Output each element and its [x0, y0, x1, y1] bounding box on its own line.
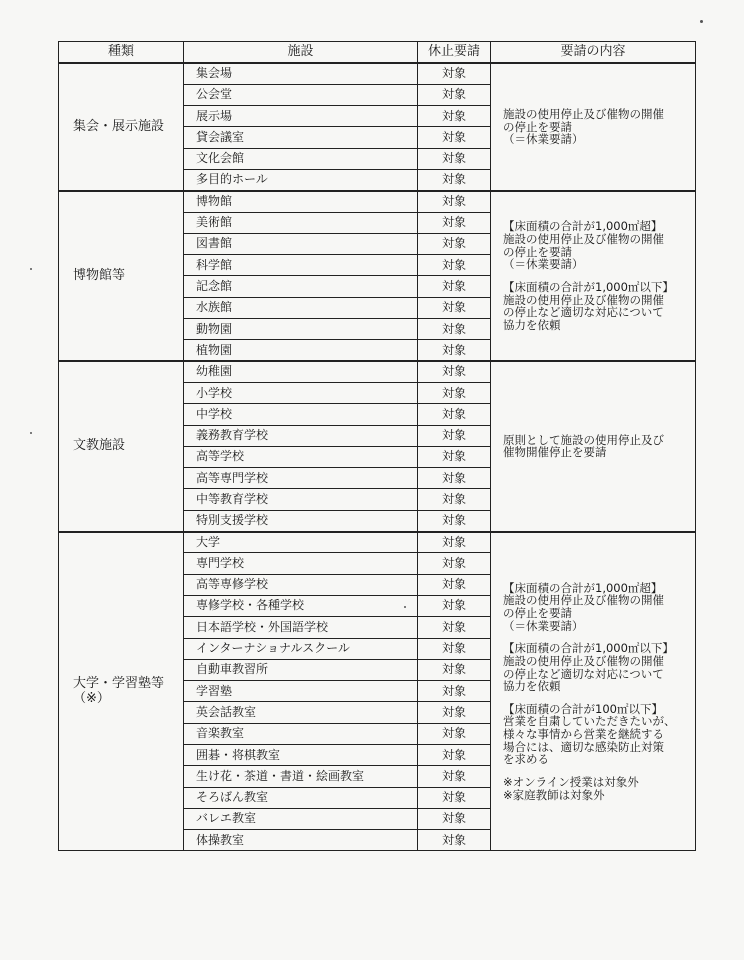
facility-name: 動物園 [184, 319, 418, 340]
target-label: 対象 [418, 638, 491, 659]
target-label: 対象 [418, 808, 491, 829]
category-group [59, 532, 696, 851]
target-label: 対象 [418, 148, 491, 169]
target-label: 対象 [418, 169, 491, 190]
target-label: 対象 [418, 297, 491, 318]
request-text-line: ※家庭教師は対象外 [503, 787, 605, 802]
request-text-line: 協力を依頼 [503, 317, 561, 332]
header-facility: 施設 [184, 42, 418, 64]
facility-name: 自動車教習所 [184, 659, 418, 680]
request-text-line: 施設の使用停止及び催物の開催 [503, 292, 664, 307]
category-label: 博物館等 [73, 267, 126, 283]
target-label: 対象 [418, 446, 491, 467]
request-content-cell [491, 191, 696, 361]
request-text-line: 原則として施設の使用停止及び [503, 432, 664, 447]
target-label: 対象 [418, 830, 491, 851]
header-category: 種類 [59, 42, 184, 64]
category-label: 大学・学習塾等 [73, 676, 165, 692]
facility-name: 高等専門学校 [184, 468, 418, 489]
request-content-cell [491, 361, 696, 531]
request-paragraph [503, 108, 687, 146]
target-label: 対象 [418, 191, 491, 212]
header-row [59, 42, 696, 64]
facility-name: 貸会議室 [184, 127, 418, 148]
request-text-line: 【床面積の合計が1,000㎡以下】 [503, 641, 674, 656]
request-text-line: 様々な事情から営業を継続する [503, 727, 664, 742]
table-row [59, 532, 696, 553]
target-label: 対象 [418, 766, 491, 787]
facility-name: 日本語学校・外国語学校 [184, 617, 418, 638]
request-text-line: 【床面積の合計が100㎡以下】 [503, 701, 663, 716]
request-text-line: 【床面積の合計が1,000㎡以下】 [503, 279, 674, 294]
target-label: 対象 [418, 553, 491, 574]
facility-name: 義務教育学校 [184, 425, 418, 446]
request-text-line: 施設の使用停止及び催物の開催 [503, 232, 664, 247]
request-paragraph [503, 642, 687, 693]
target-label: 対象 [418, 532, 491, 553]
request-paragraph [503, 776, 687, 801]
request-text-line: 施設の使用停止及び催物の開催 [503, 106, 664, 121]
facility-name: 幼稚園 [184, 361, 418, 382]
request-text-line: の停止を要請 [503, 119, 572, 134]
category-label: 文教施設 [73, 438, 126, 454]
facility-name: 科学館 [184, 255, 418, 276]
facility-name: 高等専修学校 [184, 574, 418, 595]
facility-name: 専修学校・各種学校 [184, 595, 418, 616]
request-text-line: の停止を要請 [503, 244, 572, 259]
request-paragraph [503, 220, 687, 271]
target-label: 対象 [418, 617, 491, 638]
category-label: 集会・展示施設 [73, 118, 165, 134]
category-cell [59, 532, 184, 851]
request-text-line: の停止を要請 [503, 605, 572, 620]
target-label: 対象 [418, 361, 491, 382]
target-label: 対象 [418, 787, 491, 808]
target-label: 対象 [418, 319, 491, 340]
category-group [59, 191, 696, 361]
request-text-line: を求める [503, 752, 549, 767]
target-label: 対象 [418, 212, 491, 233]
request-text-line: 催物開催停止を要請 [503, 445, 607, 460]
category-group [59, 63, 696, 191]
facility-name: 大学 [184, 532, 418, 553]
target-label: 対象 [418, 489, 491, 510]
facility-name: 英会話教室 [184, 702, 418, 723]
request-content-cell [491, 63, 696, 191]
request-paragraph [503, 582, 687, 633]
facility-name: 専門学校 [184, 553, 418, 574]
request-text-line: ※オンライン授業は対象外 [503, 775, 639, 790]
target-label: 対象 [418, 276, 491, 297]
request-text-line: の停止など適切な対応について [503, 305, 664, 320]
category-cell [59, 63, 184, 191]
target-label: 対象 [418, 595, 491, 616]
table-row [59, 361, 696, 382]
header-request-content: 要請の内容 [491, 42, 696, 64]
target-label: 対象 [418, 468, 491, 489]
facility-name: 学習塾 [184, 681, 418, 702]
request-text-line: 場合には、適切な感染防止対策 [503, 739, 664, 754]
request-text-line: （＝休業要請） [503, 257, 584, 272]
request-content-cell [491, 532, 696, 851]
facility-name: 文化会館 [184, 148, 418, 169]
facility-name: 体操教室 [184, 830, 418, 851]
target-label: 対象 [418, 574, 491, 595]
facility-name: バレエ教室 [184, 808, 418, 829]
facility-name: インターナショナルスクール [184, 638, 418, 659]
scan-speck [404, 606, 406, 608]
category-cell [59, 191, 184, 361]
target-label: 対象 [418, 659, 491, 680]
facility-name: 図書館 [184, 233, 418, 254]
scan-speck [700, 20, 703, 23]
target-label: 対象 [418, 745, 491, 766]
facility-name: 中学校 [184, 404, 418, 425]
request-paragraph [503, 434, 687, 459]
facility-name: 高等学校 [184, 446, 418, 467]
target-label: 対象 [418, 681, 491, 702]
request-text-line: 施設の使用停止及び催物の開催 [503, 653, 664, 668]
facility-name: 多目的ホール [184, 169, 418, 190]
target-label: 対象 [418, 702, 491, 723]
facility-name: 小学校 [184, 382, 418, 403]
target-label: 対象 [418, 425, 491, 446]
facility-name: 特別支援学校 [184, 510, 418, 531]
category-group [59, 361, 696, 531]
facility-name: 集会場 [184, 63, 418, 84]
request-text-line: の停止など適切な対応について [503, 666, 664, 681]
table-row [59, 63, 696, 84]
facility-name: そろばん教室 [184, 787, 418, 808]
request-text-line: 【床面積の合計が1,000㎡超】 [503, 219, 663, 234]
request-paragraph [503, 281, 687, 332]
request-text-line: 【床面積の合計が1,000㎡超】 [503, 580, 663, 595]
request-text-line: 営業を自粛していただきたいが、 [503, 714, 676, 729]
facility-name: 美術館 [184, 212, 418, 233]
target-label: 対象 [418, 63, 491, 84]
request-text-line: （＝休業要請） [503, 618, 584, 633]
target-label: 対象 [418, 723, 491, 744]
header-closure-request: 休止要請 [418, 42, 491, 64]
target-label: 対象 [418, 382, 491, 403]
facility-name: 博物館 [184, 191, 418, 212]
request-text-line: （＝休業要請） [503, 132, 584, 147]
facility-name: 公会堂 [184, 84, 418, 105]
category-label: （※） [73, 690, 110, 706]
facility-name: 水族館 [184, 297, 418, 318]
scan-speck [30, 432, 32, 434]
category-cell [59, 361, 184, 531]
facility-name: 展示場 [184, 106, 418, 127]
target-label: 対象 [418, 510, 491, 531]
table-row [59, 191, 696, 212]
facility-name: 音楽教室 [184, 723, 418, 744]
target-label: 対象 [418, 340, 491, 361]
target-label: 対象 [418, 404, 491, 425]
target-label: 対象 [418, 127, 491, 148]
request-text-line: 施設の使用停止及び催物の開催 [503, 593, 664, 608]
target-label: 対象 [418, 255, 491, 276]
facility-name: 生け花・茶道・書道・絵画教室 [184, 766, 418, 787]
request-text-line: 協力を依頼 [503, 679, 561, 694]
facility-name: 中等教育学校 [184, 489, 418, 510]
target-label: 対象 [418, 106, 491, 127]
target-label: 対象 [418, 233, 491, 254]
request-paragraph [503, 703, 687, 766]
target-label: 対象 [418, 84, 491, 105]
facility-closure-table [58, 41, 696, 851]
facility-name: 植物園 [184, 340, 418, 361]
scan-speck [30, 268, 32, 270]
facility-name: 記念館 [184, 276, 418, 297]
facility-name: 囲碁・将棋教室 [184, 745, 418, 766]
